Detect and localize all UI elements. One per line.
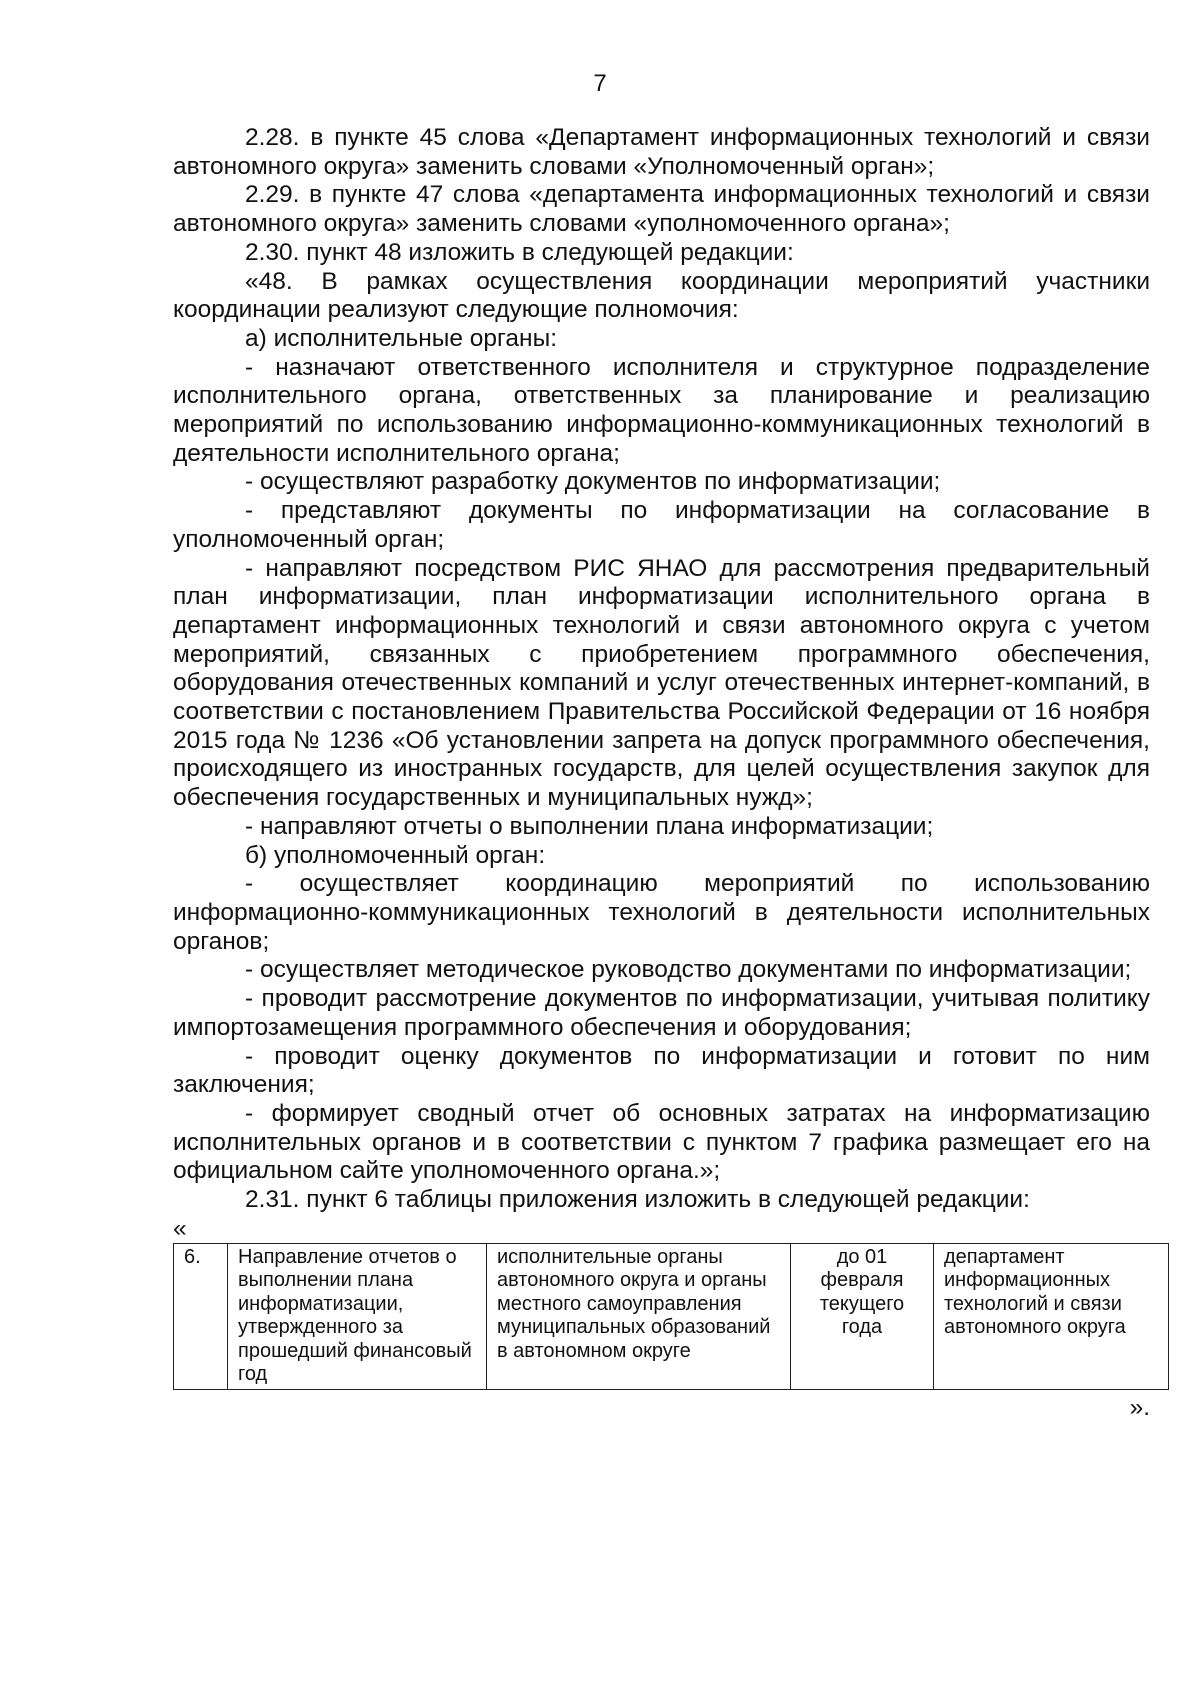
paragraph-48-intro: «48. В рамках осуществления координации мероприятий участники координации реализуют следующие полномочия: — [173, 267, 1150, 324]
paragraph-list-item: - направляют отчеты о выполнении плана информатизации; — [245, 812, 934, 840]
paragraph-subheading-b: б) уполномоченный орган: — [245, 841, 546, 869]
paragraph-list-item: - проводит оценку документов по информатизации и готовит по ним заключения; — [173, 1042, 1150, 1099]
page-number: 7 — [593, 70, 607, 97]
appendix-table — [173, 1243, 1169, 1390]
paragraph-subheading-a: а) исполнительные органы: — [245, 324, 558, 352]
paragraph-list-item: - назначают ответственного исполнителя и структурное подразделение исполнительного органа, ответственных за планирование и реализацию мероприятий по использованию информационно-коммуникационных технологий в деятельности исполнительного органа; — [173, 353, 1150, 467]
paragraph-2-30: 2.30. пункт 48 изложить в следующей редакции: — [245, 238, 794, 266]
paragraph-list-item: - формирует сводный отчет об основных затратах на информатизацию исполнительных органов и в соответствии с пунктом 7 графика размещает его на официальном сайте уполномоченного органа.»; — [173, 1099, 1150, 1185]
paragraph-2-31: 2.31. пункт 6 таблицы приложения изложить в следующей редакции: — [245, 1186, 1030, 1214]
paragraph-2-29: 2.29. в пункте 47 слова «департамента информационных технологий и связи автономного округа» заменить словами «уполномоченного органа»; — [173, 181, 1150, 238]
cell-responsible: департамент информационных технологий и связи автономного округа — [934, 1243, 1169, 1389]
cell-executors: исполнительные органы автономного округа и органы местного самоуправления муниципальных образований в автономном округе — [487, 1243, 791, 1389]
table-row — [174, 1243, 1169, 1389]
close-quote: ». — [1129, 1393, 1150, 1421]
cell-action: Направление отчетов о выполнении плана информатизации, утвержденного за прошедший финансовый год — [228, 1243, 487, 1389]
paragraph-2-28: 2.28. в пункте 45 слова «Департамент информационных технологий и связи автономного округа» заменить словами «Уполномоченный орган»; — [173, 124, 1150, 180]
paragraph-list-item: - представляют документы по информатизации на согласование в уполномоченный орган; — [173, 497, 1150, 553]
cell-term: до 01 февраля текущего года — [791, 1243, 934, 1389]
paragraph-list-item: - направляют посредством РИС ЯНАО для рассмотрения предварительный план информатизации, план информатизации исполнительного органа в департамент информационных технологий и связи автономного округа с учетом мероприятий, связанных с приобретением программного обеспечения, оборудования отечественных компаний и услуг отечественных интернет-компаний, в соответствии с постановлением Правительства Российской Федерации от 16 ноября 2015 года № 1236 «Об установлении запрета на допуск программного обеспечения, происходящего из иностранных государств, для целей осуществления закупок для обеспечения государственных и муниципальных нужд»; — [173, 554, 1150, 812]
cell-number: 6. — [174, 1243, 228, 1389]
paragraph-list-item: - осуществляет координацию мероприятий по использованию информационно-коммуникационных технологий в деятельности исполнительных органов; — [173, 870, 1150, 955]
paragraph-list-item: - осуществляет методическое руководство документами по информатизации; — [245, 956, 1132, 984]
open-quote: « — [173, 1214, 187, 1242]
document-body — [173, 124, 1150, 1422]
paragraph-list-item: - проводит рассмотрение документов по информатизации, учитывая политику импортозамещения программного обеспечения и оборудования; — [173, 985, 1150, 1041]
paragraph-list-item: - осуществляют разработку документов по информатизации; — [245, 468, 941, 496]
